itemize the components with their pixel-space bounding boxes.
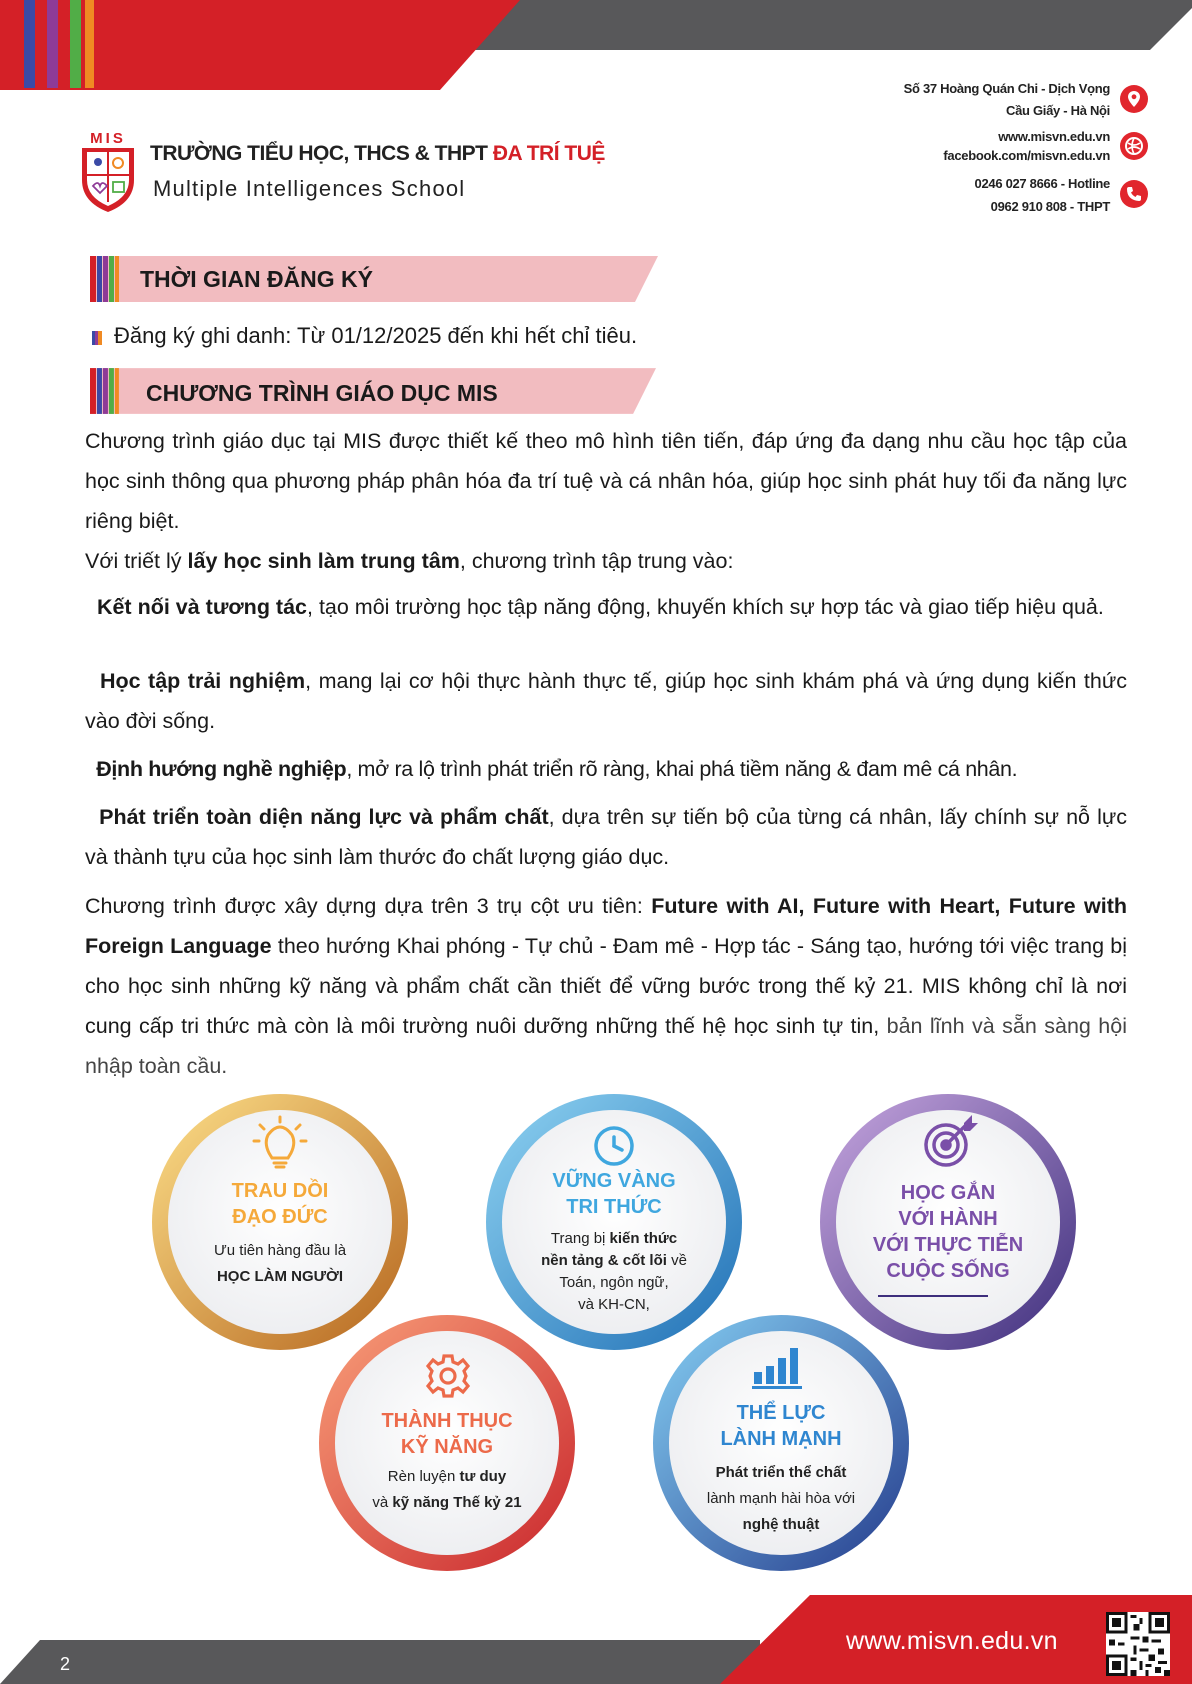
hotline-text: 0246 027 8666 - Hotline <box>974 176 1110 191</box>
circle-health-title1: THỂ LỰC <box>736 1402 826 1424</box>
school-name: TRƯỜNG TIỂU HỌC, THCS & THPT ĐA TRÍ TUỆ <box>150 142 605 165</box>
circle-health-body2: lành mạnh hài hòa với <box>706 1490 856 1507</box>
circle-knowledge-body1: Trang bị kiến thức <box>550 1230 678 1247</box>
circle-ethics-title2: ĐẠO ĐỨC <box>232 1206 328 1228</box>
section-title-program: CHƯƠNG TRÌNH GIÁO DỤC MIS <box>146 380 498 406</box>
focus-point-3: Định hướng nghề nghiệp, mở ra lộ trình phát triển rõ ràng, khai phá tiềm năng & đam mê cá nhân. <box>96 757 1018 781</box>
address-line1: Số 37 Hoàng Quán Chi - Dịch Vọng <box>903 81 1110 96</box>
program-philosophy: Với triết lý lấy học sinh làm trung tâm, chương trình tập trung vào: <box>85 549 734 573</box>
circle-skills-title2: KỸ NĂNG <box>400 1436 494 1458</box>
circle-ethics-title1: TRAU DỒI <box>231 1180 329 1202</box>
circle-ethics-body2: HỌC LÀM NGƯỜI <box>216 1268 344 1285</box>
circle-practice-title1: HỌC GẮN <box>900 1182 996 1204</box>
circle-knowledge-body2: nền tảng & cốt lõi về <box>541 1252 687 1269</box>
circle-skills-body2: và kỹ năng Thế kỷ 21 <box>372 1494 522 1511</box>
circle-practice-title4: CUỘC SỐNG <box>886 1260 1010 1282</box>
facebook-text[interactable]: facebook.com/misvn.edu.vn <box>943 148 1110 163</box>
circle-skills <box>347 1408 547 1514</box>
circle-ethics-body1: Ưu tiên hàng đầu là <box>213 1242 347 1259</box>
qr-code[interactable] <box>1106 1612 1170 1676</box>
circle-skills-body1: Rèn luyện tư duy <box>387 1468 507 1485</box>
circle-health-body3: nghệ thuật <box>742 1516 820 1533</box>
footer-website[interactable]: www.misvn.edu.vn <box>846 1627 1058 1655</box>
address-line2: Cầu Giấy - Hà Nội <box>1006 103 1110 118</box>
focus-point-2: Học tập trải nghiệm, mang lại cơ hội thực hành thực tế, giúp học sinh khám phá và ứng dụng kiến thức vào đời sống. <box>85 669 1127 733</box>
logo-text: MIS <box>90 130 126 147</box>
registration-bullet: Đăng ký ghi danh: Từ 01/12/2025 đến khi hết chỉ tiêu. <box>114 323 638 348</box>
circle-knowledge-title1: VỮNG VÀNG <box>552 1170 676 1192</box>
circle-ethics <box>180 1178 380 1288</box>
program-intro: Chương trình giáo dục tại MIS được thiết kế theo mô hình tiên tiến, đáp ứng đa dạng nhu cầu học tập của học sinh thông qua phương pháp phân hóa đa trí tuệ và cá nhân hóa, giúp học sinh phát huy tối đa năng lực riêng biệt. <box>85 429 1127 533</box>
circle-knowledge-title2: TRI THỨC <box>566 1196 662 1218</box>
circle-knowledge-body3: Toán, ngôn ngữ, <box>559 1274 669 1291</box>
focus-point-1: Kết nối và tương tác, tạo môi trường học tập năng động, khuyến khích sự hợp tác và giao tiếp hiệu quả. <box>96 595 1104 619</box>
circle-health-title2: LÀNH MẠNH <box>720 1428 842 1450</box>
thpt-phone-text: 0962 910 808 - THPT <box>990 199 1110 214</box>
circle-skills-title1: THÀNH THỤC <box>381 1410 513 1432</box>
program-pillars: Chương trình được xây dựng dựa trên 3 trụ cột ưu tiên: Future with AI, Future with Heart, Future with Foreign Language theo hướng Khai phóng - Tự chủ - Đam mê - Hợp tác - Sáng tạo, hướng tới việc trang bị cho học sinh những kỹ năng và phẩm chất cần thiết để vững bước trong thế kỷ 21. MIS không chỉ là nơi cung cấp tri thức mà còn là môi trường nuôi dưỡng những thế hệ học sinh tự tin, bản lĩnh và sẵn sàng hội nhập toàn cầu. <box>85 894 1127 1078</box>
school-name-english: Multiple Intelligences School <box>153 176 466 201</box>
page-number: 2 <box>60 1654 71 1674</box>
circle-practice-title2: VỚI HÀNH <box>898 1208 998 1230</box>
focus-point-4: Phát triển toàn diện năng lực và phẩm chất, dựa trên sự tiến bộ của từng cá nhân, lấy chính sự nỗ lực và thành tựu của học sinh làm thước đo chất lượng giáo dục. <box>85 805 1127 869</box>
circle-knowledge <box>514 1168 714 1316</box>
circle-practice-title3: VỚI THỰC TIỄN <box>872 1234 1024 1256</box>
circle-health <box>681 1400 881 1536</box>
circle-practice <box>848 1180 1048 1284</box>
section-title-registration: THỜI GIAN ĐĂNG KÝ <box>140 266 374 292</box>
circle-knowledge-body4: và KH-CN, <box>578 1296 650 1313</box>
circle-health-body1: Phát triển thể chất <box>715 1464 847 1481</box>
website-text[interactable]: www.misvn.edu.vn <box>998 129 1110 144</box>
